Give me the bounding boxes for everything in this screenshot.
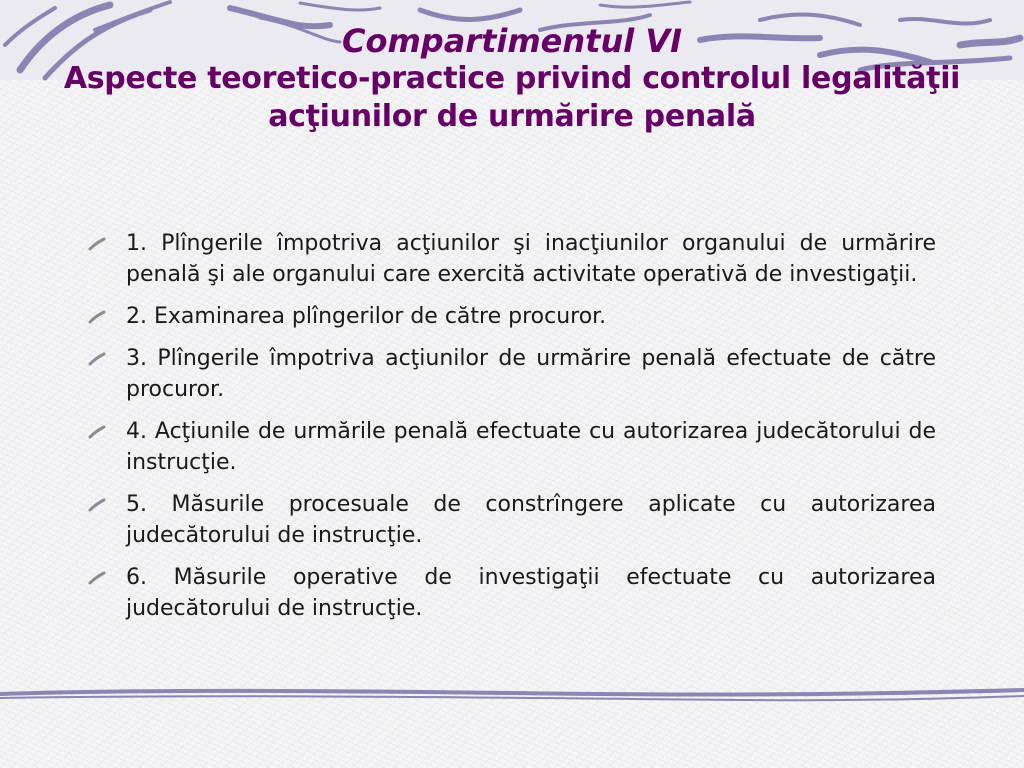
- bottom-stroke-decoration: [0, 680, 1024, 710]
- list-item: [88, 343, 936, 405]
- feather-bullet-icon: [88, 237, 106, 251]
- list-item: [88, 562, 936, 624]
- slide-title: [60, 22, 964, 136]
- list-item: [88, 301, 936, 332]
- list-item-text: 6. Măsurile operative de investigaţii efectuate cu autorizarea judecătorului de instrucţie.: [126, 565, 936, 621]
- list-item: [88, 416, 936, 478]
- list-item: [88, 228, 936, 290]
- list-item-text: 4. Acţiunile de urmările penală efectuate cu autorizarea judecătorului de instrucţie.: [126, 419, 936, 475]
- list-item-text: 3. Plîngerile împotriva acţiunilor de urmărire penală efectuate de către procuror.: [126, 346, 936, 402]
- list-item-text: 5. Măsurile procesuale de constrîngere aplicate cu autorizarea judecătorului de instrucţie.: [126, 492, 936, 548]
- feather-bullet-icon: [88, 310, 106, 324]
- list-item-text: 2. Examinarea plîngerilor de către procuror.: [126, 304, 607, 329]
- list-item-text: 1. Plîngerile împotriva acţiunilor şi inacţiunilor organului de urmărire penală şi ale organului care exercită activitate operativă de investigaţii.: [126, 231, 936, 287]
- feather-bullet-icon: [88, 425, 106, 439]
- list-item: [88, 489, 936, 551]
- title-topic: Aspecte teoretico-practice privind controlul legalităţii acţiunilor de urmărire penală: [63, 61, 961, 134]
- feather-bullet-icon: [88, 352, 106, 366]
- feather-bullet-icon: [88, 498, 106, 512]
- title-compartment: Compartimentul VI: [341, 22, 683, 60]
- bullet-list: [88, 228, 936, 635]
- feather-bullet-icon: [88, 571, 106, 585]
